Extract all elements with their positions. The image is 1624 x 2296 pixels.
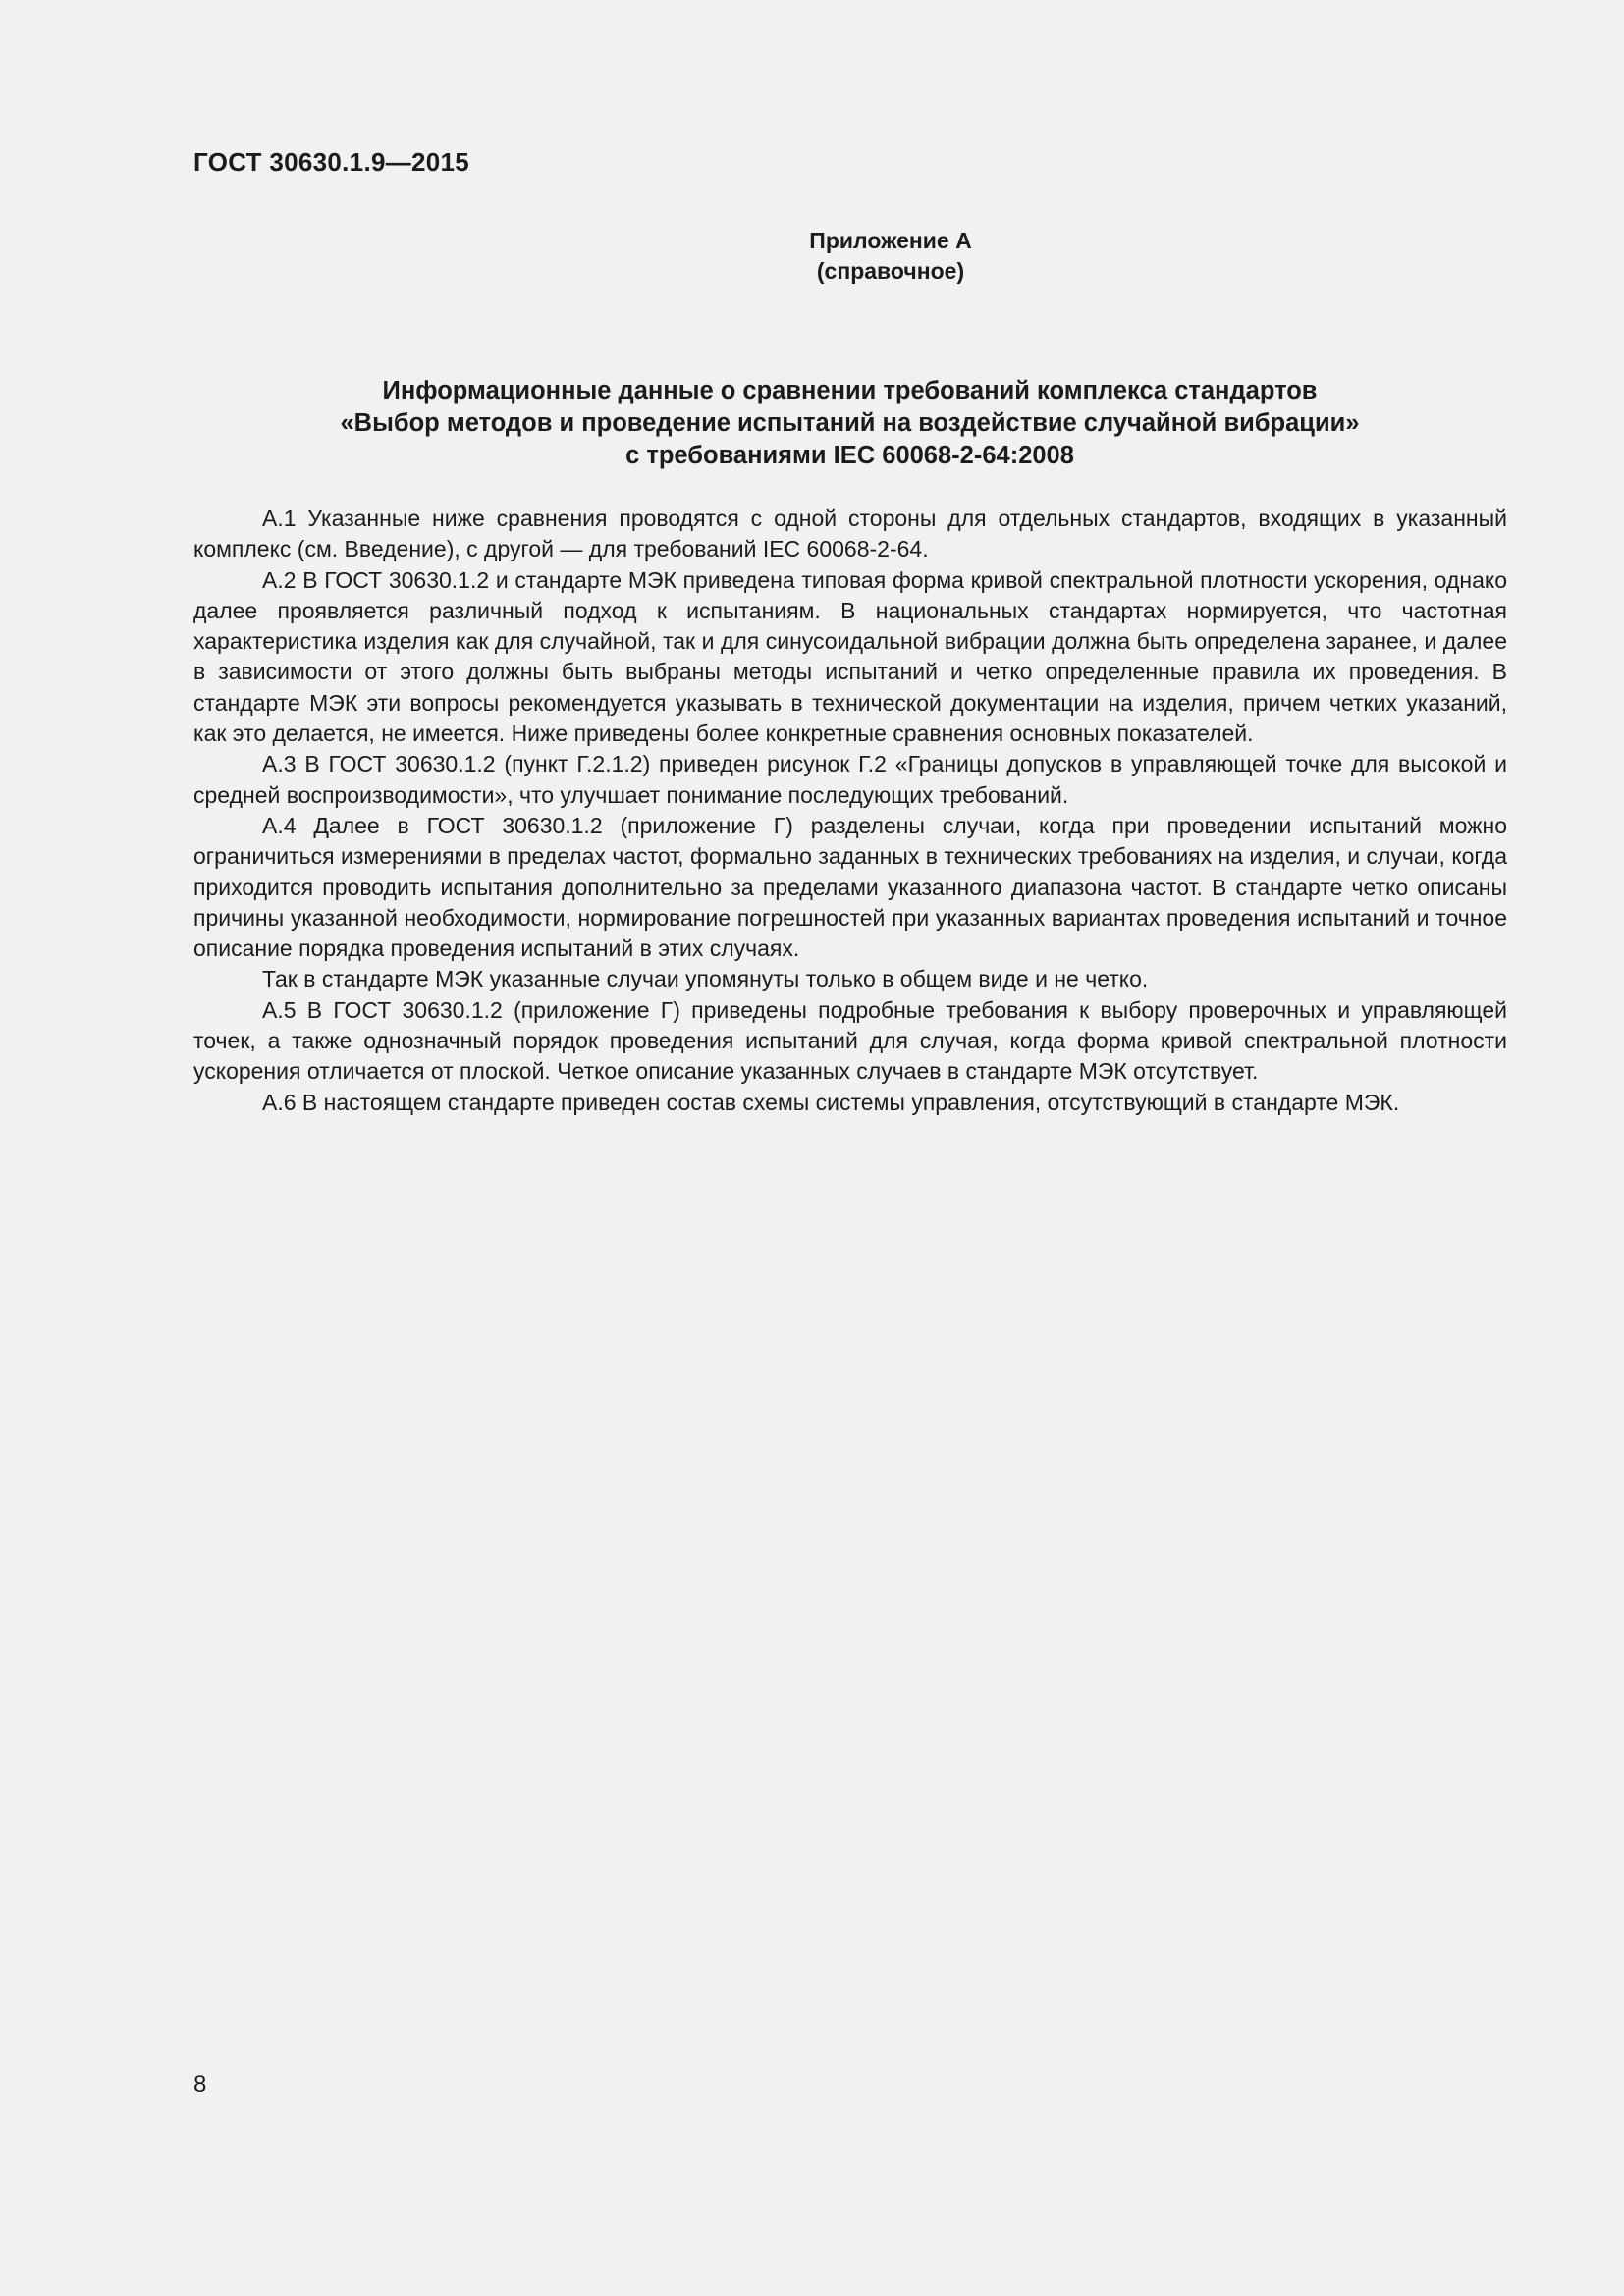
title-line: «Выбор методов и проведение испытаний на воздействие случайной вибрации»	[340, 409, 1360, 437]
title-line: Информационные данные о сравнении требований комплекса стандартов	[382, 377, 1318, 404]
body-text	[193, 504, 1507, 1118]
paragraph-a4-note: Так в стандарте МЭК указанные случаи упомянуты только в общем виде и не четко.	[262, 966, 1149, 992]
paragraph-a6: А.6 В настоящем стандарте приведен состав схемы системы управления, отсутствующий в стандарте МЭК.	[262, 1089, 1400, 1115]
paragraph-a2: А.2 В ГОСТ 30630.1.2 и стандарте МЭК приведена типовая форма кривой спектральной плотности ускорения, однако далее проявляется различный подход к испытаниям. В национальных стандартах нормируется, что частотная характеристика изделия как для случайной, так и для синусоидальной вибрации должна быть определена заранее, и далее в зависимости от этого должны быть выбраны методы испытаний и четко определенные правила их проведения. В стандарте МЭК эти вопросы рекомендуется указывать в технической документации на изделия, причем четких указаний, как это делается, не имеется. Ниже приведены более конкретные сравнения основных показателей.	[193, 566, 1507, 747]
paragraph-a3: А.3 В ГОСТ 30630.1.2 (пункт Г.2.1.2) приведен рисунок Г.2 «Границы допусков в управляющей точке для высокой и средней воспроизводимости», что улучшает понимание последующих требований.	[193, 751, 1507, 808]
appendix-type: (справочное)	[816, 258, 965, 284]
page-number: 8	[193, 2071, 207, 2098]
paragraph-a1: А.1 Указанные ниже сравнения проводятся с одной стороны для отдельных стандартов, входящих в указанный комплекс (см. Введение), с другой — для требований IEC 60068-2-64.	[193, 506, 1507, 562]
standard-header: ГОСТ 30630.1.9—2015	[193, 147, 470, 177]
title-line: с требованиями IEC 60068-2-64:2008	[625, 442, 1074, 469]
paragraph-a4: А.4 Далее в ГОСТ 30630.1.2 (приложение Г) разделены случаи, когда при проведении испытаний можно ограничиться измерениями в пределах частот, формально заданных в технических требованиях на изделия, и случаи, когда приходится проводить испытания дополнительно за пределами указанного диапазона частот. В стандарте четко описаны причины указанной необходимости, нормирование погрешностей при указанных вариантах проведения испытаний и точное описание порядка проведения испытаний в этих случаях.	[193, 812, 1507, 962]
paragraph-a5: А.5 В ГОСТ 30630.1.2 (приложение Г) приведены подробные требования к выбору проверочных и управляющей точек, а также однозначный порядок проведения испытаний для случая, когда форма кривой спектральной плотности ускорения отличается от плоской. Четкое описание указанных случаев в стандарте МЭК отсутствует.	[193, 996, 1507, 1085]
document-title	[193, 375, 1506, 472]
appendix-heading	[0, 226, 1624, 287]
appendix-label: Приложение А	[809, 228, 972, 253]
